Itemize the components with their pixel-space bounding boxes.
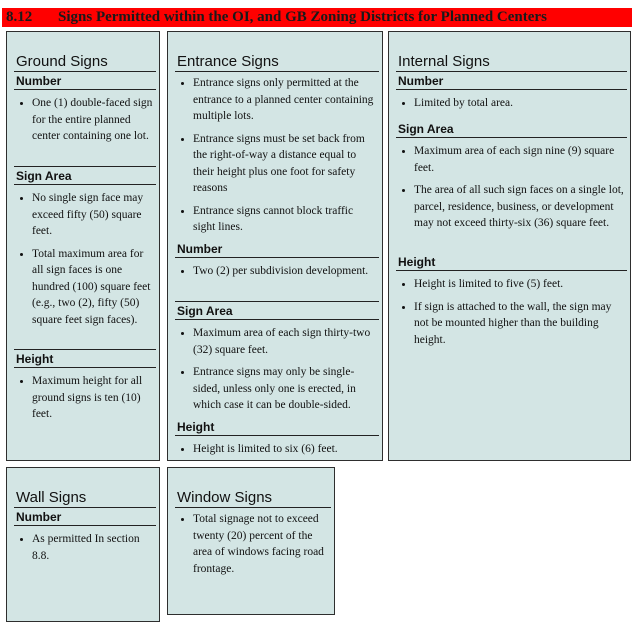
bullet-list [14,190,156,328]
general-section [175,507,331,583]
bullet-list [14,373,156,423]
list-item: • No single sign face may exceed fifty (50) square feet. [32,190,156,240]
bullet-list [14,531,156,564]
bullet-list [396,95,627,112]
list-item: • Entrance signs cannot block traffic sight lines. [193,203,379,236]
list-item: • Two (2) per subdivision development. [193,263,379,280]
section-heading: Number [14,508,156,526]
box-title: Ground Signs [16,53,108,70]
section-heading: Height [14,350,156,368]
section-heading: Number [175,240,379,258]
list-item: • Maximum area of each sign nine (9) square feet. [414,143,627,176]
number-section [14,507,156,570]
general-section [175,71,379,242]
height-section [396,253,627,354]
box-title: Window Signs [177,489,273,506]
number-section [14,71,156,151]
list-item: • As permitted In section 8.8. [32,531,156,564]
bullet-list [175,511,331,577]
section-heading: Number [396,72,627,90]
bullet-list [396,143,627,232]
section-heading: Height [396,253,627,271]
height-section [175,418,379,464]
box-title: Entrance Signs [177,53,279,70]
section-heading: Height [175,418,379,436]
wall-signs-box [6,467,160,622]
bullet-list [396,276,627,348]
bullet-list [175,441,379,458]
internal-signs-box [388,31,631,461]
section-number: 8.12 [6,9,33,25]
bullet-list [175,263,379,280]
list-item: • Height is limited to five (5) feet. [414,276,627,293]
list-item: • Maximum area of each sign thirty-two (32) square feet. [193,325,379,358]
box-title: Internal Signs [398,53,490,70]
list-item: • Entrance signs must be set back from the right-of-way a distance equal to their height plus one foot for safety reasons [193,131,379,197]
window-signs-box [167,467,335,615]
height-section [14,349,156,429]
section-title: Signs Permitted within the OI, and GB Zoning Districts for Planned Centers [58,9,547,25]
list-item: • Limited by total area. [414,95,627,112]
bullet-list [14,95,156,145]
section-heading: Sign Area [396,120,627,138]
ground-signs-box [6,31,160,461]
list-item: • Total signage not to exceed twenty (20) percent of the area of windows facing road frontage. [193,511,331,577]
sign-area-section [14,166,156,334]
bullet-list [175,75,379,236]
section-heading: Sign Area [175,302,379,320]
list-item: • Total maximum area for all sign faces is one hundred (100) square feet (e.g., two (2), fifty (50) square feet sign faces). [32,246,156,329]
box-title: Wall Signs [16,489,87,506]
sign-area-section [175,301,379,420]
section-header [2,8,632,27]
list-item: • The area of all such sign faces on a single lot, parcel, residence, business, or development may not exceed thirty-six (36) square feet. [414,182,627,232]
list-item: • One (1) double-faced sign for the entire planned center containing one lot. [32,95,156,145]
number-section [175,240,379,286]
section-heading: Number [14,72,156,90]
entrance-signs-box [167,31,383,461]
list-item: • Entrance signs may only be single-sided, unless only one is erected, in which case it can be double-sided. [193,364,379,414]
list-item: • If sign is attached to the wall, the sign may not be mounted higher than the building height. [414,299,627,349]
section-heading: Sign Area [14,167,156,185]
list-item: • Maximum height for all ground signs is ten (10) feet. [32,373,156,423]
number-section [396,71,627,118]
list-item: • Height is limited to six (6) feet. [193,441,379,458]
list-item: • Entrance signs only permitted at the entrance to a planned center containing multiple lots. [193,75,379,125]
bullet-list [175,325,379,414]
sign-area-section [396,120,627,238]
